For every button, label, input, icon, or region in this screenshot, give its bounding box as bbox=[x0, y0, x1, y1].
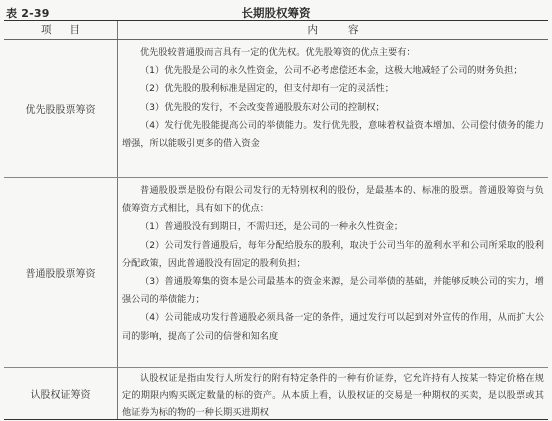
table-row-common-stock bbox=[4, 178, 548, 368]
row-content bbox=[122, 44, 544, 153]
header-content: 内容 bbox=[307, 24, 389, 36]
row-label: 认股权证筹资 bbox=[30, 390, 91, 401]
content-paragraph: （1）普通股没有到期日，不需归还，是公司的一种永久性资金； bbox=[140, 221, 404, 233]
equity-financing-table bbox=[4, 20, 548, 420]
content-paragraph: 普通股股票是股份有限公司发行的无特别权利的股份，是最基本的、标准的股票。普通股筹资与负债筹资方式相比，具有如下的优点： bbox=[122, 185, 544, 215]
content-paragraph: （1）优先股是公司的永久性资金，公司不必考虑偿还本金，这极大地减轻了公司的财务负担； bbox=[140, 65, 523, 77]
header-item: 项目 bbox=[41, 24, 98, 36]
table-header bbox=[4, 21, 548, 40]
content-paragraph: （4）发行优先股能提高公司的举债能力。发行优先股，意味着权益资本增加、公司偿付债务的能力增强，所以能吸引更多的借入资金 bbox=[122, 119, 544, 150]
content-paragraph: （4）公司能成功发行普通股必须具备一定的条件，通过发行可以起到对外宣传的作用，从而扩大公司的影响，提高了公司的信誉和知名度 bbox=[122, 312, 544, 342]
content-paragraph: 认股权证是指由发行人所发行的附有特定条件的一种有价证券，它允许持有人按某一特定价格在规定的期限内购买既定数量的标的资产。从本质上看，认股权证的交易是一种期权的买卖，是以股票或其他证券为标的物的一种长期买进期权 bbox=[122, 373, 544, 418]
table-number: 表 2-39 bbox=[6, 7, 50, 20]
content-paragraph: （3）优先股的发行，不会改变普通股股东对公司的控制权； bbox=[140, 101, 385, 113]
row-label: 普通股股票筹资 bbox=[25, 269, 96, 280]
table-title: 长期股权筹资 bbox=[241, 6, 311, 20]
row-content bbox=[122, 182, 544, 346]
row-content bbox=[122, 370, 544, 421]
content-paragraph: （2）公司发行普通股后，每年分配给股东的股利，取决于公司当年的盈利水平和公司所采取的股利分配政策，因此普通股没有固定的股利负担； bbox=[122, 239, 544, 269]
content-paragraph: （2）优先股的股利标准是固定的，但支付却有一定的灵活性； bbox=[140, 83, 394, 95]
row-label: 优先股股票筹资 bbox=[25, 105, 96, 116]
table-caption bbox=[4, 4, 548, 20]
table-row-preferred-stock bbox=[4, 40, 548, 178]
content-paragraph: 优先股较普通股而言具有一定的优先权。优先股筹资的优点主要有： bbox=[140, 47, 416, 58]
table-row-warrants bbox=[4, 368, 548, 419]
content-paragraph: （3）普通股筹集的资本是公司最基本的资金来源，是公司举债的基础，并能够反映公司的实力，增强公司的举债能力； bbox=[122, 276, 544, 306]
